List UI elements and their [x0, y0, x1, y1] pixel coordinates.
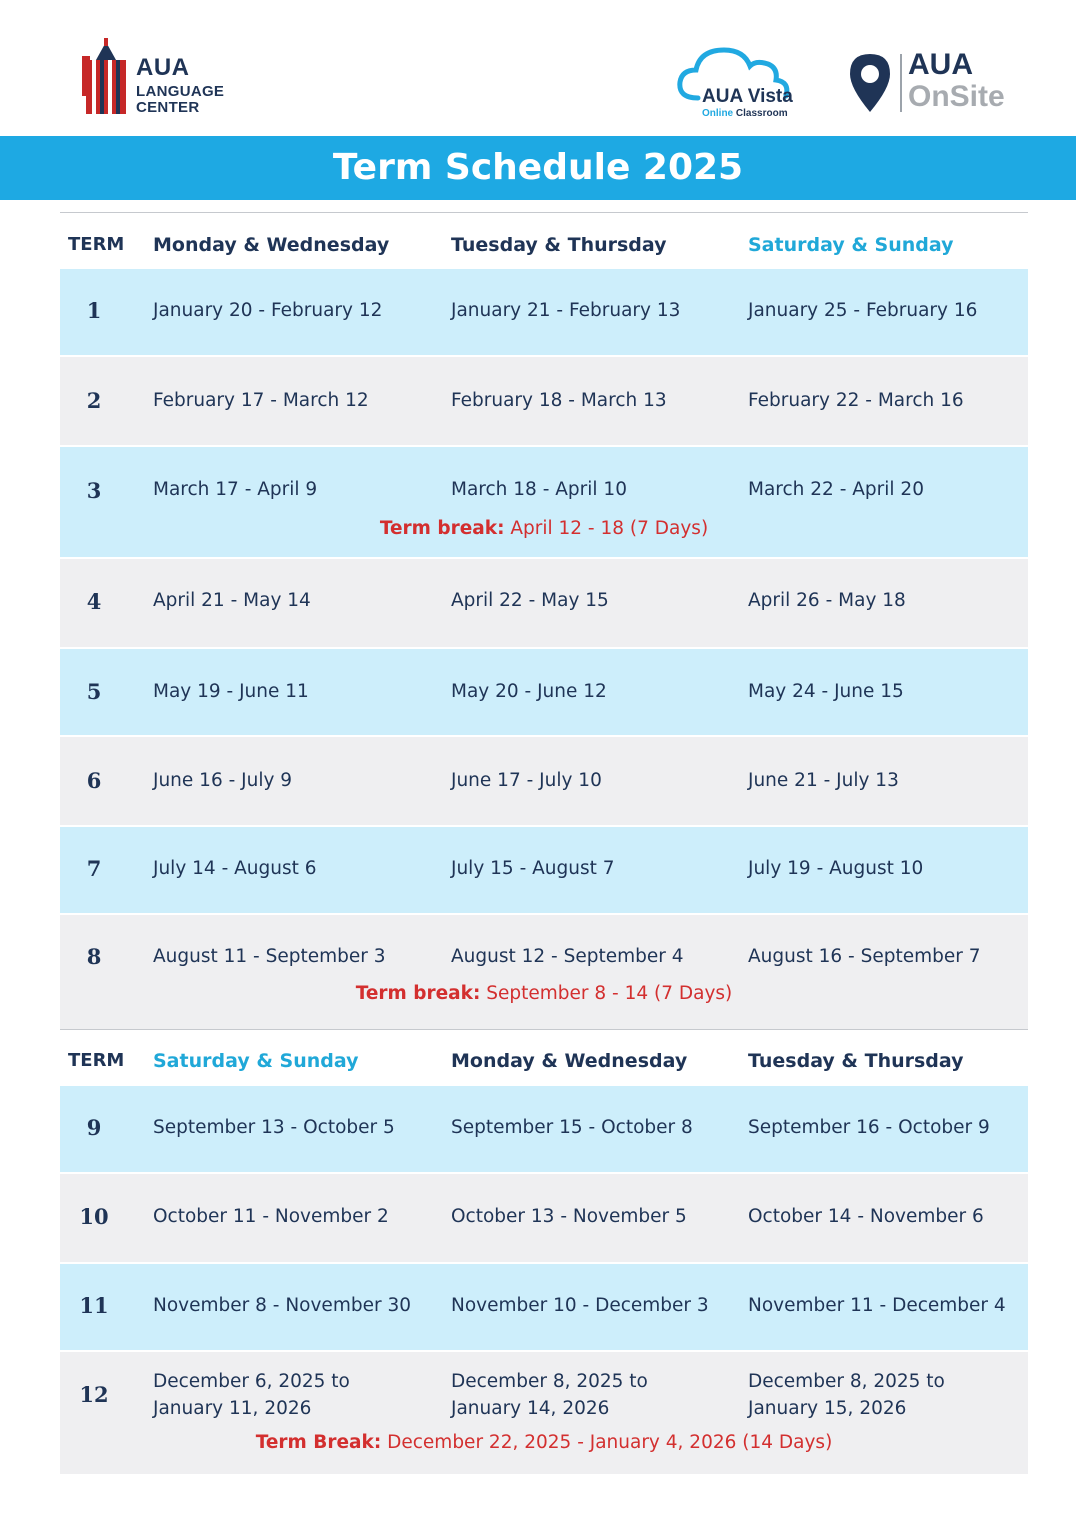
- table-row: [60, 915, 1028, 1029]
- date-range-end: January 14, 2026: [451, 1398, 610, 1419]
- date-range: April 26 - May 18: [748, 590, 906, 611]
- aua-name: AUA: [136, 54, 190, 81]
- table-row: [60, 1352, 1028, 1474]
- aua-tower-icon: [82, 38, 132, 116]
- term-number: 8: [86, 944, 102, 969]
- table-row: [60, 649, 1028, 735]
- date-range: July 14 - August 6: [153, 858, 317, 879]
- aua-line1: LANGUAGE: [136, 83, 225, 100]
- date-range: May 24 - June 15: [748, 681, 904, 702]
- term-number: 9: [86, 1115, 102, 1140]
- header-col3: Tuesday & Thursday: [748, 1050, 964, 1072]
- date-range: August 12 - September 4: [451, 946, 684, 967]
- date-range: July 19 - August 10: [748, 858, 924, 879]
- header-col2: Monday & Wednesday: [451, 1050, 688, 1072]
- onsite-divider: [900, 54, 902, 112]
- date-range: March 17 - April 9: [153, 479, 318, 500]
- header-col2: Tuesday & Thursday: [451, 234, 667, 256]
- term-number: 10: [79, 1204, 109, 1229]
- date-range: September 13 - October 5: [153, 1117, 395, 1138]
- date-range: November 10 - December 3: [451, 1295, 709, 1316]
- header-col1: Saturday & Sunday: [153, 1050, 359, 1072]
- term-number: 11: [79, 1293, 109, 1318]
- term-number: 1: [86, 298, 102, 323]
- header-term: TERM: [68, 234, 125, 255]
- date-range: March 22 - April 20: [748, 479, 924, 500]
- divider: [60, 1029, 1028, 1030]
- term-number: 4: [86, 589, 102, 614]
- term-number: 3: [86, 478, 102, 503]
- table-row: [60, 1174, 1028, 1262]
- date-range: September 15 - October 8: [451, 1117, 693, 1138]
- term-number: 6: [86, 768, 102, 793]
- table-row: [60, 559, 1028, 647]
- aua-language-center-logo: [82, 38, 242, 118]
- date-range-start: December 6, 2025 to: [153, 1371, 350, 1392]
- term-break-dates: December 22, 2025 - January 4, 2026 (14 Days): [381, 1432, 833, 1453]
- date-range: [153, 1368, 433, 1422]
- term-break-note: [60, 1432, 1028, 1453]
- term-number: 7: [86, 856, 102, 881]
- date-range: January 21 - February 13: [451, 300, 681, 321]
- date-range: January 20 - February 12: [153, 300, 383, 321]
- date-range: May 19 - June 11: [153, 681, 309, 702]
- date-range: [748, 1368, 1028, 1422]
- date-range: March 18 - April 10: [451, 479, 627, 500]
- table-header: [60, 218, 1028, 272]
- header-col3: Saturday & Sunday: [748, 234, 954, 256]
- date-range: August 11 - September 3: [153, 946, 386, 967]
- term-number: 12: [79, 1382, 109, 1407]
- page-title: Term Schedule 2025: [0, 136, 1076, 200]
- onsite-line1: AUA: [908, 48, 973, 81]
- aua-line2: CENTER: [136, 99, 200, 116]
- vista-online: Online: [702, 108, 734, 119]
- term-number: 5: [86, 679, 102, 704]
- table-row: [60, 357, 1028, 445]
- date-range: June 16 - July 9: [153, 770, 293, 791]
- date-range: July 15 - August 7: [451, 858, 615, 879]
- date-range: May 20 - June 12: [451, 681, 607, 702]
- header-term: TERM: [68, 1050, 125, 1071]
- table-header: [60, 1034, 1028, 1088]
- vista-name: AUA Vista: [702, 86, 793, 107]
- header-col1: Monday & Wednesday: [153, 234, 390, 256]
- date-range: August 16 - September 7: [748, 946, 981, 967]
- date-range-start: December 8, 2025 to: [451, 1371, 648, 1392]
- date-range: September 16 - October 9: [748, 1117, 990, 1138]
- date-range: June 21 - July 13: [748, 770, 899, 791]
- term-break-label: Term break:: [379, 518, 505, 539]
- date-range: November 8 - November 30: [153, 1295, 411, 1316]
- term-break-label: Term break:: [355, 983, 481, 1004]
- date-range: November 11 - December 4: [748, 1295, 1006, 1316]
- table-row: [60, 737, 1028, 825]
- date-range: April 22 - May 15: [451, 590, 609, 611]
- date-range: October 11 - November 2: [153, 1206, 389, 1227]
- vista-subtitle: [702, 108, 788, 119]
- date-range-end: January 11, 2026: [153, 1398, 312, 1419]
- term-break-label: Term Break:: [255, 1432, 382, 1453]
- date-range-end: January 15, 2026: [748, 1398, 907, 1419]
- date-range: June 17 - July 10: [451, 770, 602, 791]
- vista-classroom: Classroom: [735, 108, 788, 119]
- map-pin-icon: [848, 52, 892, 114]
- date-range: February 17 - March 12: [153, 390, 369, 411]
- table-row: [60, 269, 1028, 355]
- term-break-dates: September 8 - 14 (7 Days): [480, 983, 733, 1004]
- date-range: February 22 - March 16: [748, 390, 964, 411]
- date-range: [451, 1368, 731, 1422]
- onsite-line2: OnSite: [908, 80, 1005, 113]
- table-row: [60, 447, 1028, 557]
- table-row: [60, 827, 1028, 913]
- table-row: [60, 1086, 1028, 1172]
- term-break-dates: April 12 - 18 (7 Days): [504, 518, 709, 539]
- date-range: February 18 - March 13: [451, 390, 667, 411]
- date-range: October 13 - November 5: [451, 1206, 687, 1227]
- term-break-note: [60, 983, 1028, 1004]
- term-number: 2: [86, 388, 102, 413]
- divider: [60, 212, 1028, 213]
- date-range: April 21 - May 14: [153, 590, 311, 611]
- table-row: [60, 1264, 1028, 1350]
- date-range: October 14 - November 6: [748, 1206, 984, 1227]
- aua-onsite-logo: [848, 50, 1038, 120]
- date-range-start: December 8, 2025 to: [748, 1371, 945, 1392]
- term-break-note: [60, 518, 1028, 539]
- date-range: January 25 - February 16: [748, 300, 978, 321]
- aua-vista-logo: [676, 42, 806, 122]
